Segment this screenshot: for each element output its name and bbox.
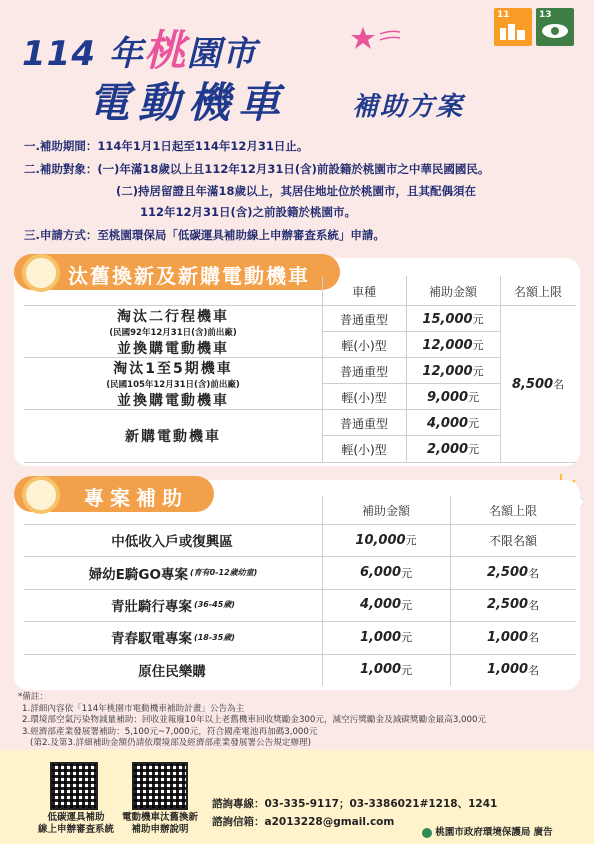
header-vehicle-type: 車種 [351,284,376,299]
group1-name: 淘汰二行程機車 [117,309,229,325]
info-target-3: 112年12月31日(含)之前設籍於桃園市。 [140,205,357,219]
sdg-11-badge [494,8,532,46]
title-year: 114 年 [22,34,144,74]
qr-code-2-label: 電動機車汰舊換新 補助申辦說明 [121,812,198,835]
group1-label [24,306,322,358]
note-line: 1.詳細內容依「114年桃園市電動機車補助計畫」公告為主 [22,703,245,714]
phone-contact: 諮詢專線：03-335-9117；03-3386021#1218、1241 [212,798,498,810]
section1-bullet [22,254,60,292]
table-row-amount: 1,000 元 [359,662,413,678]
note-line: 2.環境部空氣污染物減量補助：回收並報廢10年以上老舊機車回收獎勵金300元，減空污獎勵金及減碳獎勵金最高3,000元 [22,715,487,725]
group2-name: 淘汰1至5期機車 [113,361,233,377]
qr-code-1[interactable] [50,762,98,810]
section2-title: 專案補助 [84,486,188,510]
table-row-quota: 不限名額 [488,533,537,548]
info-period: 一.補助期間：114年1月1日起至114年12月31日止。 [24,139,309,153]
sdg-13-badge [536,8,574,46]
section1-title: 汰舊換新及新購電動機車 [68,264,310,288]
notes [18,692,486,750]
group2-name2: 並換購電動機車 [117,393,229,409]
table-cell-type: 普通重型 [339,364,388,379]
group2-note: (民國105年12月31日(含)前出廠) [106,380,240,390]
table-cell-type: 輕(小)型 [341,338,387,353]
table-cell-type: 輕(小)型 [341,390,387,405]
table-row-name: 青春馭電專案 (18-35歲) [111,631,235,648]
star-icon [350,26,376,50]
info-target-1: 二.補助對象：(一)年滿18歲以上且112年12月31日(含)前設籍於桃園市之中華民國國民。 [24,162,490,176]
table-cell-type: 普通重型 [339,416,388,431]
table-row-amount: 10,000 元 [355,532,417,548]
group1-name2: 並換購電動機車 [117,341,229,357]
table-row-name: 原住民樂購 [138,663,206,680]
table-cell-amount: 2,000 元 [426,441,480,457]
notes-heading: *備註： [18,692,49,702]
title-line2-sub: 補助方案 [352,92,465,122]
sdg-11-number: 11 [497,10,510,20]
group3-name: 新購電動機車 [125,429,221,445]
table-cell-quota: 8,500 名 [511,376,565,392]
table-row-name: 青壯騎行專案 (36-45歲) [111,598,235,615]
table-cell-type: 輕(小)型 [341,442,387,457]
table-cell-type: 普通重型 [339,312,388,327]
table-cell-amount: 15,000 元 [422,311,484,327]
table-row-amount: 1,000 元 [359,629,413,645]
info-apply: 三.申請方式：至桃園環保局「低碳運具補助線上申辦審查系統」申請。 [24,228,385,242]
info-target-2: (二)持居留證且年滿18歲以上，其居住地址位於桃園市，且其配偶須在 [116,184,477,198]
group1-note: (民國92年12月31日(含)前出廠) [109,328,237,338]
table-row-amount: 4,000 元 [359,597,413,613]
city-icon [498,22,528,40]
header-amount: 補助金額 [361,503,410,518]
title-line1 [22,18,257,78]
table-cell-amount: 12,000 元 [422,337,484,353]
header-quota: 名額上限 [513,284,562,299]
note-line: 3.經濟部產業發展署補助：5,100元~7,000元，符合國產電池再加碼3,000元 [22,726,318,737]
eye-icon [540,22,570,40]
email-contact: 諮詢信箱：a2013228@gmail.com [212,816,395,828]
section2-bullet [22,476,60,514]
agency-credit: 桃園市政府環境保護局 廣告 [422,824,553,838]
qr-code-2[interactable] [132,762,188,810]
motion-lines-icon [378,28,402,48]
table-row-quota: 1,000 名 [486,629,540,645]
header-amount: 補助金額 [428,284,477,299]
table-cell-amount: 4,000 元 [426,415,480,431]
note-line: (第2.及第3.詳細補助金額仍請依環境部及經濟部產業發展署公告規定辦理) [30,738,311,748]
table-row-quota: 2,500 名 [486,597,540,613]
epb-logo-icon [422,828,432,838]
table-cell-amount: 12,000 元 [422,363,484,379]
table-row-quota: 2,500 名 [486,565,540,581]
group2-label [24,358,322,410]
table-row-quota: 1,000 名 [486,662,540,678]
title-line2: 電動機車 [88,78,289,127]
table-row-name: 婦幼E騎GO專案 (育有0-12歲幼童) [88,566,258,583]
qr-code-1-label: 低碳運具補助 線上申辦審查系統 [37,812,114,835]
table-cell-amount: 9,000 元 [426,389,480,405]
header-quota: 名額上限 [488,503,537,518]
table-row-name: 中低收入戶或復興區 [111,534,233,551]
title-city-rest: 園市 [186,34,257,74]
sdg-13-number: 13 [539,10,552,20]
table-row-amount: 6,000 元 [359,565,413,581]
title-city-highlight: 桃 [143,26,187,75]
